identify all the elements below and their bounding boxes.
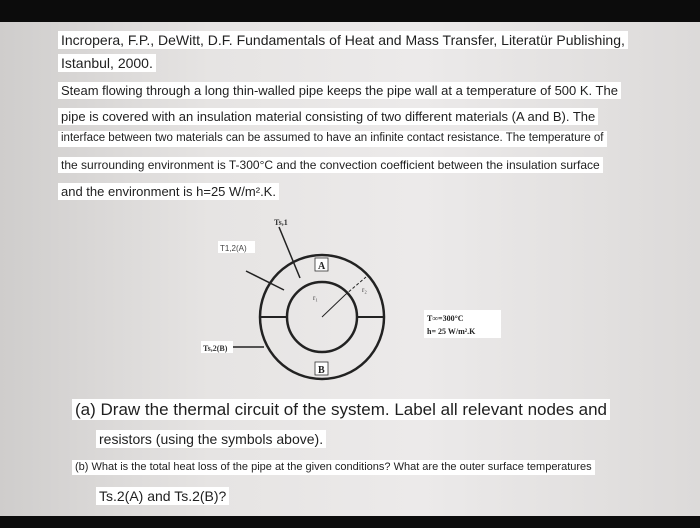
ambient-temperature-label: T∞=300°C	[427, 314, 464, 323]
t12a-label: T1,2(A)	[220, 244, 247, 253]
question-a-line-1: (a) Draw the thermal circuit of the system. Label all relevant nodes and	[72, 399, 610, 420]
problem-line-5: and the environment is h=25 W/m².K.	[58, 183, 279, 200]
document-page	[0, 22, 700, 516]
convection-coefficient-label: h= 25 W/m².K	[427, 327, 476, 336]
radius-inner-label: r₁	[313, 294, 318, 302]
problem-line-3: interface between two materials can be assumed to have an infinite contact resistance. The temperature of	[58, 131, 607, 147]
problem-line-1: Steam flowing through a long thin-walled pipe keeps the pipe wall at a temperature of 500 K. The	[58, 82, 621, 99]
question-a-line-2: resistors (using the symbols above).	[96, 430, 326, 448]
ts2b-label: Ts,2(B)	[203, 344, 228, 353]
problem-line-4: the surrounding environment is T-300°C and the convection coefficient between the insulation surface	[58, 157, 603, 173]
radius-inner-line	[322, 295, 345, 317]
ts1-label: Ts,1	[274, 218, 288, 227]
material-b-label: B	[318, 365, 325, 376]
problem-line-2: pipe is covered with an insulation material consisting of two different materials (A and B). The	[58, 108, 598, 125]
question-b-line-1: (b) What is the total heat loss of the pipe at the given conditions? What are the outer surface temperatures	[72, 460, 595, 475]
material-a-label: A	[318, 261, 326, 272]
citation-line-2: Istanbul, 2000.	[58, 54, 156, 72]
question-b-line-2: Ts.2(A) and Ts.2(B)?	[96, 487, 229, 505]
radius-outer-label: r₂	[362, 286, 367, 294]
citation-line-1: Incropera, F.P., DeWitt, D.F. Fundamentals of Heat and Mass Transfer, Literatür Publishing,	[58, 31, 628, 49]
